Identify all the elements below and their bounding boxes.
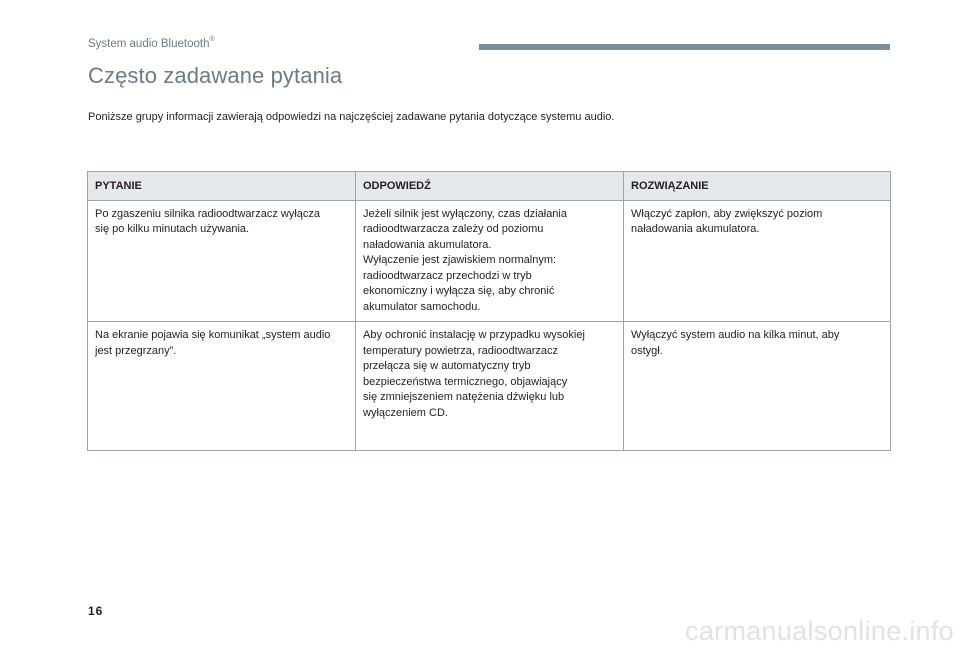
cell-line: Aby ochronić instalację w przypadku wysokiej [363,329,585,341]
cell-line: Wyłączyć system audio na kilka minut, aby [631,329,840,341]
cell-line: jest przegrzany”. [95,344,177,357]
cell-line: Jeżeli silnik jest wyłączony, czas działania [363,207,567,220]
column-header-answer: ODPOWIEDŹ [356,172,624,201]
solution-cell [624,322,891,451]
column-header-solution: ROZWIĄZANIE [624,172,891,201]
section-header [88,37,215,50]
page-number: 16 [88,604,104,618]
cell-line: Na ekranie pojawia się komunikat „system audio [95,329,331,341]
cell-line: przełącza się w automatyczny tryb [363,360,531,372]
cell-line: akumulator samochodu. [363,300,481,313]
intro-text: Poniższe grupy informacji zawierają odpowiedzi na najczęściej zadawane pytania dotyczące systemu audio. [88,111,615,123]
cell-line: Wyłączenie jest zjawiskiem normalnym: [363,254,557,266]
cell-line: temperatury powietrza, radioodtwarzacz [363,344,559,357]
column-header-question: PYTANIE [88,172,356,201]
question-cell [88,322,356,451]
table-row [88,200,891,322]
question-cell [88,200,356,322]
cell-line: naładowania akumulatora. [363,238,492,251]
cell-line: naładowania akumulatora. [631,223,760,235]
header-bar [479,44,890,50]
solution-cell [624,200,891,322]
page-title: Często zadawane pytania [88,63,343,88]
watermark-text: carmanualsonline.info [685,616,954,646]
cell-line: wyłączeniem CD. [363,406,448,419]
cell-line: ekonomiczny i wyłącza się, aby chronić [363,285,555,297]
cell-line: radioodtwarzacza zależy od poziomu [363,223,544,235]
cell-line: się po kilku minutach używania. [95,223,250,235]
cell-line: się zmniejszeniem natężenia dźwięku lub [363,391,565,403]
answer-cell [356,200,624,322]
cell-line: Po zgaszeniu silnika radioodtwarzacz wyłącza [95,207,320,220]
section-header-text: System audio Bluetooth [88,37,210,50]
registered-mark: ® [209,36,215,43]
cell-line: radioodtwarzacz przechodzi w tryb [363,269,532,282]
cell-line: bezpieczeństwa termicznego, objawiający [363,375,568,388]
cell-line: ostygł. [631,344,663,357]
answer-cell [356,322,624,451]
table-row [88,322,891,451]
faq-table [87,171,891,451]
cell-line: Włączyć zapłon, aby zwiększyć poziom [631,207,823,220]
table-header-row [88,172,891,201]
